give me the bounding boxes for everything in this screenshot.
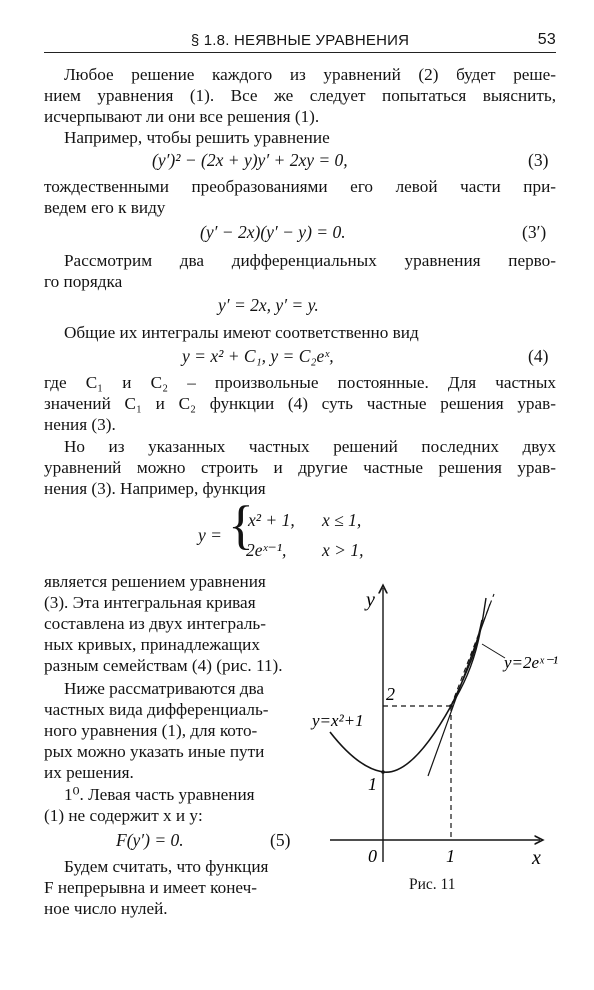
para3-line1: тождественными преобразованиями его левой части при- — [44, 177, 556, 196]
para11-line2: F непрерывна и имеет конеч- — [44, 878, 257, 897]
piecewise-brace: { — [228, 495, 254, 555]
equation-5-label: (5) — [270, 830, 291, 850]
axis-y-label: y — [366, 589, 375, 611]
origin-label: 0 — [368, 846, 377, 866]
para1-line3: исчерпывают ли они все решения (1). — [44, 107, 320, 126]
equation-3: (y′)² − (2x + y)y′ + 2xy = 0, — [152, 150, 348, 170]
tick-y1-label: 1 — [368, 774, 377, 794]
page-number: 53 — [537, 31, 556, 48]
para1-line1: Любое решение каждого из уравнений (2) будет реше- — [64, 65, 556, 84]
para2: Например, чтобы решить уравнение — [64, 128, 330, 147]
equation-3-label: (3) — [528, 150, 549, 170]
para8-line5: разным семействам (4) (рис. 11). — [44, 656, 283, 675]
figure-caption: Рис. 11 — [409, 876, 456, 893]
running-header — [44, 30, 556, 53]
section-title: § 1.8. НЕЯВНЫЕ УРАВНЕНИЯ — [190, 32, 410, 49]
para5: Общие их интегралы имеют соответственно вид — [64, 323, 419, 342]
equation-4-label: (4) — [528, 346, 549, 366]
exp-label-leader — [482, 644, 505, 658]
para4-line1: Рассмотрим два дифференциальных уравнения перво- — [64, 251, 556, 270]
para8-line1: является решением уравнения — [44, 572, 266, 591]
point-1-2 — [449, 704, 453, 708]
para3-line2: ведем его к виду — [44, 198, 166, 217]
para9-line5: их решения. — [44, 763, 134, 782]
piecewise-case2-expr: 2eˣ⁻¹, — [246, 540, 287, 560]
figure-11 — [300, 580, 570, 900]
point-0-1 — [381, 770, 385, 774]
axis-x-label: x — [532, 847, 541, 869]
para6-line2: значений C₁ и C₂ функции (4) суть частные решения урав- — [44, 394, 556, 413]
para6-line1: где C₁ и C₂ – произвольные постоянные. Для частных — [44, 373, 556, 392]
piecewise-lhs: y = — [198, 525, 222, 545]
equation-4: y = x² + C₁, y = C₂eˣ, — [182, 346, 334, 366]
piecewise-case1-expr: x² + 1, — [248, 510, 295, 530]
equation-3prime: (y′ − 2x)(y′ − y) = 0. — [200, 222, 346, 242]
para11-line1: Будем считать, что функция — [64, 857, 269, 876]
exponential-curve — [451, 598, 486, 706]
para9-line3: ного уравнения (1), для кото- — [44, 721, 258, 740]
equation-3prime-label: (3′) — [522, 222, 547, 242]
equation-5: F(y′) = 0. — [116, 830, 184, 850]
para8-line4: ных кривых, принадлежащих — [44, 635, 260, 654]
tick-y2-label: 2 — [386, 684, 395, 704]
para10-line2: (1) не содержит x и y: — [44, 806, 203, 825]
parabola-label: y=x²+1 — [312, 711, 364, 730]
exp-curve-label: y=2eˣ⁻¹ — [504, 653, 558, 672]
equation-simple: y′ = 2x, y′ = y. — [218, 295, 319, 315]
para9-line4: рых можно указать иные пути — [44, 742, 265, 761]
parabola-curve — [330, 620, 482, 772]
para1-line2: нием уравнения (1). Все же следует попытаться выяснить, — [44, 86, 556, 105]
para8-line2: (3). Эта интегральная кривая — [44, 593, 256, 612]
para11-line3: ное число нулей. — [44, 899, 168, 918]
para7-line3: нения (3). Например, функция — [44, 479, 266, 498]
para6-line3: нения (3). — [44, 415, 116, 434]
para9-line1: Ниже рассматриваются два — [64, 679, 265, 698]
dashed-tangent — [451, 594, 494, 706]
para7-line2: уравнений можно строить и другие частные решения урав- — [44, 458, 556, 477]
tick-x1-label: 1 — [446, 846, 455, 866]
para7-line1: Но из указанных частных решений последних двух — [64, 437, 556, 456]
para10-line1: 1⁰. Левая часть уравнения — [64, 785, 255, 804]
piecewise-case1-cond: x ≤ 1, — [322, 510, 362, 530]
piecewise-case2-cond: x > 1, — [322, 540, 364, 560]
para9-line2: частных вида дифференциаль- — [44, 700, 269, 719]
para8-line3: составлена из двух интеграль- — [44, 614, 266, 633]
para4-line2: го порядка — [44, 272, 123, 291]
